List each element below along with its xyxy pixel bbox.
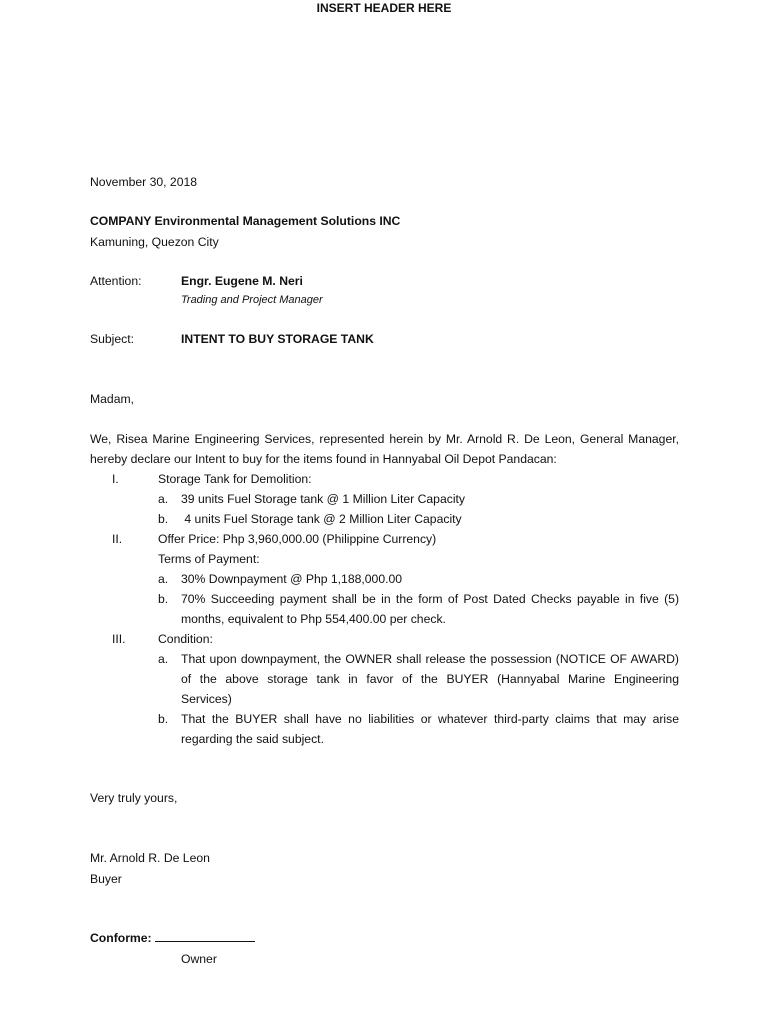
- conforme-line: [90, 930, 255, 946]
- section-2-b-line-1: 70% Succeeding payment shall be in the form of Post Dated Checks payable in five (5): [181, 592, 679, 606]
- intro-line-2: hereby declare our Intent to buy for the items found in Hannyabal Oil Depot Pandacan:: [90, 452, 557, 466]
- section-3-heading: Condition:: [158, 632, 213, 646]
- section-1-a-text: 39 units Fuel Storage tank @ 1 Million Liter Capacity: [181, 492, 466, 506]
- attention-name: Engr. Eugene M. Neri: [181, 274, 303, 288]
- attention-label: Attention:: [90, 274, 142, 288]
- section-2-b-marker: b.: [158, 592, 169, 606]
- intro-line-1: We, Risea Marine Engineering Services, represented herein by Mr. Arnold R. De Leon, General Manager,: [90, 432, 679, 446]
- section-1-heading: Storage Tank for Demolition:: [158, 472, 312, 486]
- section-1-a-marker: a.: [158, 492, 169, 506]
- signatory-name: Mr. Arnold R. De Leon: [90, 851, 210, 865]
- section-1-b-marker: b.: [158, 512, 169, 526]
- subject-text: INTENT TO BUY STORAGE TANK: [181, 332, 374, 346]
- section-3-b-marker: b.: [158, 712, 169, 726]
- section-3-b-line-2: regarding the said subject.: [181, 732, 324, 746]
- subject-label: Subject:: [90, 332, 135, 346]
- closing: Very truly yours,: [90, 791, 178, 805]
- document-header: INSERT HEADER HERE: [316, 1, 452, 15]
- letter-date: November 30, 2018: [90, 175, 198, 189]
- section-2-a-text: 30% Downpayment @ Php 1,188,000.00: [181, 572, 403, 586]
- section-2-terms: Terms of Payment:: [158, 552, 260, 566]
- section-3-a-line-2: of the above storage tank in favor of the BUYER (Hannyabal Marine Engineering: [181, 672, 679, 686]
- section-2-numeral: II.: [112, 532, 123, 546]
- recipient-address: Kamuning, Quezon City: [90, 235, 219, 249]
- conforme-label: Conforme:: [90, 931, 152, 945]
- conforme-signature-line: [155, 930, 255, 942]
- salutation: Madam,: [90, 392, 135, 406]
- attention-title: Trading and Project Manager: [181, 294, 323, 306]
- section-3-a-line-1: That upon downpayment, the OWNER shall release the possession (NOTICE OF AWARD): [181, 652, 679, 666]
- section-1-b-text: 4 units Fuel Storage tank @ 2 Million Liter Capacity: [181, 512, 462, 526]
- signatory-role: Buyer: [90, 872, 122, 886]
- recipient-company: COMPANY Environmental Management Solutions INC: [90, 214, 401, 228]
- section-2-b-line-2: months, equivalent to Php 554,400.00 per check.: [181, 612, 446, 626]
- section-2-a-marker: a.: [158, 572, 169, 586]
- section-3-b-line-1: That the BUYER shall have no liabilities or whatever third-party claims that may arise: [181, 712, 679, 726]
- section-1-numeral: I.: [112, 472, 119, 486]
- section-2-heading: Offer Price: Php 3,960,000.00 (Philippine Currency): [158, 532, 437, 546]
- section-3-a-marker: a.: [158, 652, 169, 666]
- section-3-numeral: III.: [112, 632, 126, 646]
- section-3-a-line-3: Services): [181, 692, 232, 706]
- conforme-role: Owner: [181, 952, 217, 966]
